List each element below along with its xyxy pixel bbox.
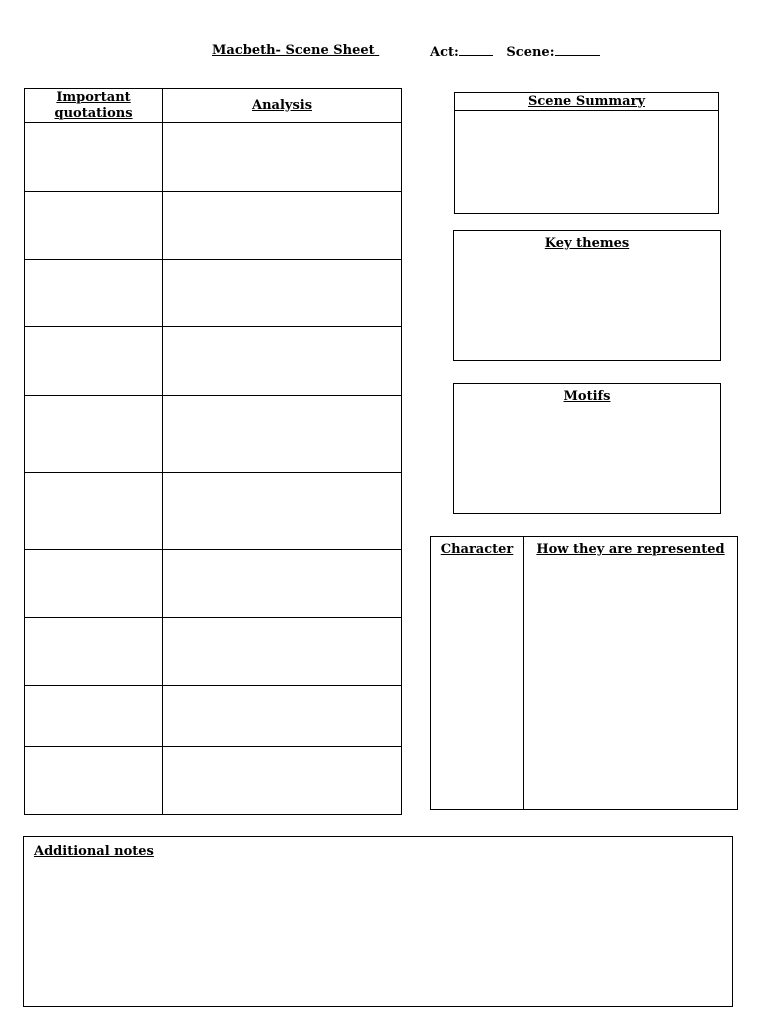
- table-row: [25, 327, 402, 396]
- quotation-cell[interactable]: [25, 260, 163, 327]
- analysis-cell[interactable]: [163, 123, 402, 192]
- act-blank[interactable]: [459, 43, 493, 56]
- representation-column[interactable]: [524, 537, 738, 810]
- scene-blank[interactable]: [555, 43, 600, 56]
- table-row: [25, 396, 402, 473]
- character-table: [430, 536, 738, 810]
- quotation-cell[interactable]: [25, 747, 163, 815]
- scene-summary-title: Scene Summary: [455, 93, 718, 111]
- page-title-text: Macbeth- Scene Sheet: [212, 43, 375, 58]
- table-row: [25, 260, 402, 327]
- col-header-character: Character: [440, 542, 514, 557]
- col-header-quotations: Important quotations: [25, 89, 163, 123]
- analysis-cell[interactable]: [163, 550, 402, 618]
- quotation-cell[interactable]: [25, 192, 163, 260]
- additional-notes-title: Additional notes: [34, 844, 154, 859]
- col-header-representation: How they are represented: [536, 542, 725, 557]
- quotation-cell[interactable]: [25, 123, 163, 192]
- quotation-cell[interactable]: [25, 618, 163, 686]
- analysis-cell[interactable]: [163, 327, 402, 396]
- scene-label: Scene:: [506, 45, 555, 60]
- table-row: [25, 686, 402, 747]
- table-row: [25, 618, 402, 686]
- quotation-cell[interactable]: [25, 396, 163, 473]
- quotations-table: [24, 88, 402, 815]
- quotation-cell[interactable]: [25, 550, 163, 618]
- page-title: [212, 43, 379, 58]
- table-row: [25, 550, 402, 618]
- scene-summary-box[interactable]: [454, 92, 719, 214]
- analysis-cell[interactable]: [163, 192, 402, 260]
- motifs-title: Motifs: [563, 389, 611, 404]
- quotation-cell[interactable]: [25, 686, 163, 747]
- quotation-cell[interactable]: [25, 473, 163, 550]
- analysis-cell[interactable]: [163, 473, 402, 550]
- act-scene-fields: [430, 43, 600, 60]
- col-header-analysis: Analysis: [163, 89, 402, 123]
- act-label: Act:: [430, 45, 459, 60]
- motifs-box[interactable]: [453, 383, 721, 514]
- table-row: [25, 192, 402, 260]
- table-row: [25, 123, 402, 192]
- analysis-cell[interactable]: [163, 747, 402, 815]
- quotation-cell[interactable]: [25, 327, 163, 396]
- analysis-cell[interactable]: [163, 618, 402, 686]
- character-column[interactable]: [431, 537, 524, 810]
- key-themes-title: Key themes: [544, 236, 630, 251]
- analysis-cell[interactable]: [163, 686, 402, 747]
- analysis-cell[interactable]: [163, 260, 402, 327]
- table-row: [25, 747, 402, 815]
- key-themes-box[interactable]: [453, 230, 721, 361]
- analysis-cell[interactable]: [163, 396, 402, 473]
- additional-notes-box[interactable]: [23, 836, 733, 1007]
- table-row: [25, 473, 402, 550]
- quotations-header-row: [25, 89, 402, 123]
